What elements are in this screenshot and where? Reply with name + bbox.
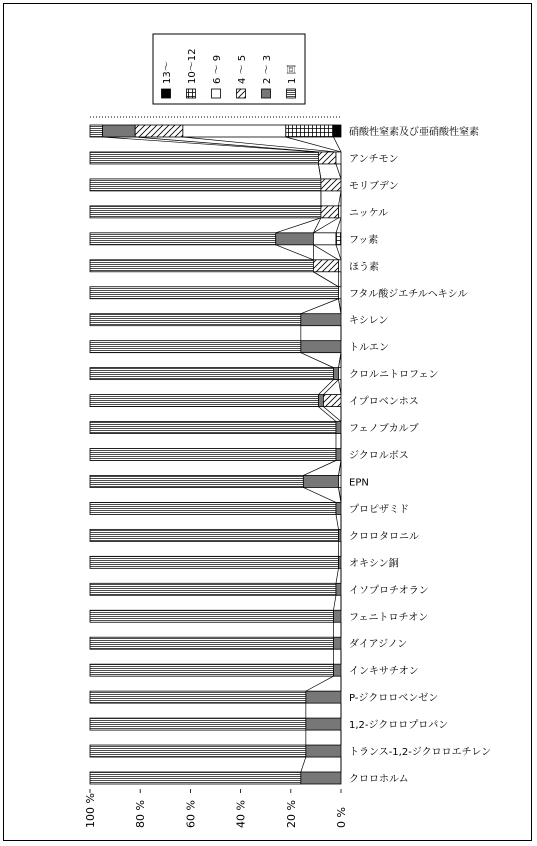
bar-segment [90, 314, 301, 326]
bar-segment [90, 745, 306, 757]
connector-line [318, 407, 336, 422]
x-tick-label: 40 % [234, 800, 248, 828]
connector-line [338, 353, 341, 368]
x-tick-label: 80 % [134, 800, 148, 828]
connector-line [103, 137, 319, 152]
bar-segment [90, 152, 318, 164]
bar-segment [90, 664, 333, 676]
connector-line [276, 245, 314, 260]
bar-segment [321, 179, 341, 191]
bar-segment [338, 475, 341, 487]
connector-line [336, 568, 339, 583]
bar-segment [286, 125, 334, 137]
bar-segment [318, 152, 336, 164]
category-label: EPN [349, 477, 369, 489]
connector-line [333, 137, 341, 152]
bar-segment [90, 206, 321, 218]
bar-segment [338, 260, 341, 272]
bar-segment [338, 556, 341, 568]
bar-segment [90, 125, 103, 137]
bar-segment [313, 260, 338, 272]
x-tick-label: 20 % [284, 800, 298, 828]
bar-segment [338, 529, 341, 541]
bar-segment [333, 610, 341, 622]
category-label: クロルニトロフェン [349, 369, 439, 381]
bar-segment [336, 449, 341, 461]
legend-label: 10～12 [187, 48, 198, 84]
connector-line [318, 164, 321, 179]
bar-segment [103, 125, 136, 137]
legend-swatch [187, 89, 196, 98]
category-label: アンチモン [349, 153, 399, 165]
bar-segment [333, 368, 338, 380]
category-label: P-ジクロロベンゼン [349, 693, 439, 705]
bar-segment [333, 125, 341, 137]
bar-segment [333, 637, 341, 649]
connector-line [301, 757, 306, 772]
connector-line [313, 272, 338, 287]
connector-line [303, 487, 336, 502]
bar-segment [313, 233, 336, 245]
legend [153, 34, 305, 104]
bar-segment [90, 583, 336, 595]
bar-segment [301, 772, 341, 784]
bar-segment [276, 233, 314, 245]
bars-layer [90, 117, 341, 784]
category-label: 硝酸性窒素及び亜硝酸性窒素 [349, 127, 479, 138]
connector-line [338, 191, 341, 206]
category-label: キシレン [349, 315, 389, 327]
x-tick-label: 0 % [335, 807, 348, 828]
category-label: フッ素 [349, 234, 379, 246]
bar-segment [336, 422, 341, 434]
bar-segment [90, 556, 338, 568]
bar-segment [301, 314, 341, 326]
bar-segment [321, 206, 339, 218]
connector-line [338, 299, 341, 314]
legend-swatch [162, 89, 171, 98]
bar-segment [338, 287, 341, 299]
category-label: フェニトロチオン [349, 612, 429, 624]
legend-label: 13～ [162, 61, 173, 84]
category-label: フタル酸ジエチルヘキシル [349, 288, 468, 300]
connector-line [336, 514, 339, 529]
bar-segment [90, 368, 333, 380]
category-label: インキサチオン [349, 666, 419, 678]
category-label: イプロベンホス [349, 396, 419, 408]
bar-segment [90, 637, 333, 649]
category-label: クロロホルム [349, 774, 409, 785]
x-tick-label: 60 % [184, 800, 198, 828]
category-label: オキシン銅 [349, 558, 399, 570]
bar-segment [90, 502, 336, 514]
bar-segment [338, 206, 341, 218]
bar-segment [336, 152, 341, 164]
bar-segment [338, 368, 341, 380]
x-axis-ticks [84, 789, 348, 828]
bar-segment [323, 395, 341, 407]
legend-label: 1 回 [287, 64, 298, 84]
bar-segment [90, 260, 313, 272]
bar-segment [90, 529, 338, 541]
category-label: トルエン [349, 342, 389, 354]
bar-segment [303, 475, 338, 487]
legend-label: 4 ～ 5 [237, 54, 248, 84]
category-label: フェノブカルブ [349, 423, 419, 435]
connector-line [303, 461, 336, 476]
bar-segment [90, 422, 336, 434]
bar-segment [90, 449, 336, 461]
category-label: イソプロチオラン [349, 585, 429, 597]
bar-segment [301, 341, 341, 353]
bar-segment [90, 287, 338, 299]
connector-line [338, 380, 341, 395]
bar-segment [336, 502, 341, 514]
bar-segment [90, 233, 276, 245]
bar-segment [90, 610, 333, 622]
category-label: ダイアジノン [349, 639, 408, 651]
connector-line [338, 461, 341, 476]
bar-segment [90, 475, 303, 487]
legend-label: 2 ～ 3 [262, 54, 273, 84]
category-label: モリブデン [349, 180, 399, 192]
bar-segment [306, 745, 341, 757]
legend-box [153, 34, 305, 104]
connector-line [336, 218, 341, 233]
bar-segment [90, 179, 321, 191]
legend-swatch [212, 89, 221, 98]
bar-segment [135, 125, 183, 137]
x-tick-label: 100 % [84, 793, 97, 828]
category-label: ジクロルボス [349, 450, 409, 462]
connector-line [323, 407, 341, 422]
category-labels [349, 125, 491, 785]
bar-segment [90, 772, 301, 784]
category-label: トランス-1,2-ジクロロエチレン [349, 747, 492, 759]
bar-segment [336, 233, 341, 245]
connector-line [306, 676, 334, 691]
bar-segment [306, 691, 341, 703]
bar-segment [90, 691, 306, 703]
connector-line [336, 164, 341, 179]
category-label: クロロタロニル [349, 531, 419, 543]
legend-label: 6 ～ 9 [212, 54, 223, 84]
legend-swatch [287, 89, 296, 98]
connector-line [301, 299, 339, 314]
legend-swatch [237, 89, 246, 98]
connector-line [301, 353, 334, 368]
bar-segment [318, 395, 323, 407]
category-label: ニッケル [349, 207, 389, 219]
connector-line [313, 245, 338, 260]
connector-line [333, 595, 336, 610]
legend-swatch [262, 89, 271, 98]
connector-line [135, 137, 318, 152]
category-label: 1,2-ジクロロプロパン [349, 720, 449, 732]
bar-segment [90, 341, 301, 353]
bar-segment [333, 664, 341, 676]
bar-segment [183, 125, 286, 137]
bar-segment [306, 718, 341, 730]
category-label: プロピザミド [349, 504, 409, 516]
category-label: ほう素 [349, 261, 379, 273]
bar-segment [90, 718, 306, 730]
connector-line [338, 487, 341, 502]
connector-line [336, 245, 341, 260]
bar-segment [90, 395, 318, 407]
bar-segment [336, 583, 341, 595]
